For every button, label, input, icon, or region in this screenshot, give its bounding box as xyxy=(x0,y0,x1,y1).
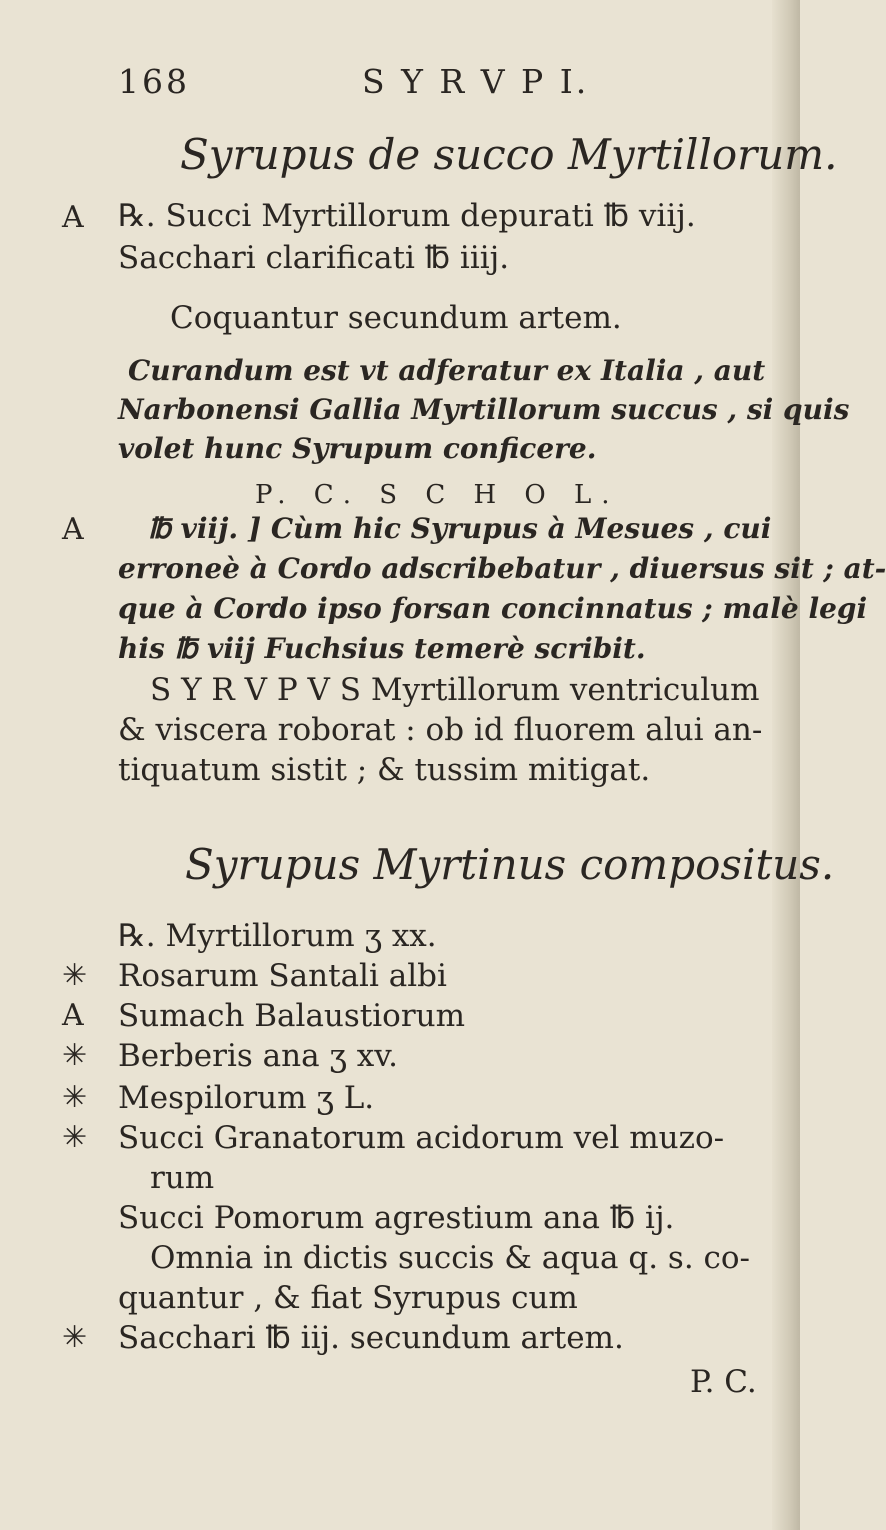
recipe-line: Berberis ana ʒ xv. xyxy=(118,1038,398,1074)
text-line: volet hunc Syrupum conficere. xyxy=(118,432,597,465)
footer-mark: P. C. xyxy=(690,1364,757,1400)
text-line: erroneè à Cordo adscribebatur , diuersus sit ; at- xyxy=(118,552,886,585)
section-title-1: Syrupus de succo Myrtillorum. xyxy=(180,130,838,179)
text-line: S Y R V P V S Myrtillorum ventriculum xyxy=(150,672,760,708)
recipe-line: Omnia in dictis succis & aqua q. s. co- xyxy=(150,1240,751,1276)
recipe-line: Succi Granatorum acidorum vel muzo- xyxy=(118,1120,725,1156)
margin-mark: A xyxy=(62,200,84,235)
text-line: & viscera roborat : ob id fluorem alui an- xyxy=(118,712,763,748)
recipe-line: Sacchari ℔ iij. secundum artem. xyxy=(118,1320,624,1356)
margin-mark: ✳ xyxy=(62,1320,88,1355)
text-line: Curandum est vt adferatur ex Italia , aut xyxy=(128,354,766,387)
section-title-2: Syrupus Myrtinus compositus. xyxy=(185,840,835,889)
margin-mark: ✳ xyxy=(62,1038,88,1073)
margin-mark: ✳ xyxy=(62,958,88,993)
text-line: Sacchari clarificati ℔ iiij. xyxy=(118,240,510,276)
text-line: Coquantur secundum artem. xyxy=(170,300,622,336)
recipe-line: Rosarum Santali albi xyxy=(118,958,447,994)
text-line: Narbonensi Gallia Myrtillorum succus , si quis xyxy=(118,393,850,426)
margin-mark: ✳ xyxy=(62,1120,88,1155)
schol-heading: P. C. S C H O L. xyxy=(255,480,620,510)
margin-mark: ✳ xyxy=(62,1080,88,1115)
recipe-line: Succi Pomorum agrestium ana ℔ ij. xyxy=(118,1200,675,1236)
text-line: ℞. Succi Myrtillorum depurati ℔ viij. xyxy=(118,198,696,234)
recipe-line: Sumach Balaustiorum xyxy=(118,998,466,1034)
recipe-line: rum xyxy=(150,1160,215,1196)
margin-mark: A xyxy=(62,512,84,547)
running-title: S Y R V P I. xyxy=(362,62,590,101)
recipe-line: quantur , & fiat Syrupus cum xyxy=(118,1280,578,1316)
text-line: his ℔ viij Fuchsius temerè scribit. xyxy=(118,632,646,665)
recipe-line: ℞. Myrtillorum ʒ xx. xyxy=(118,918,437,954)
text-line: ℔ viij. ] Cùm hic Syrupus à Mesues , cui xyxy=(148,512,772,545)
margin-mark: A xyxy=(62,998,84,1033)
recipe-line: Mespilorum ʒ L. xyxy=(118,1080,375,1116)
text-line: que à Cordo ipso forsan concinnatus ; malè legi xyxy=(118,592,868,625)
page-edge xyxy=(772,0,800,1530)
page-number: 168 xyxy=(118,62,190,101)
text-line: tiquatum sistit ; & tussim mitigat. xyxy=(118,752,651,788)
